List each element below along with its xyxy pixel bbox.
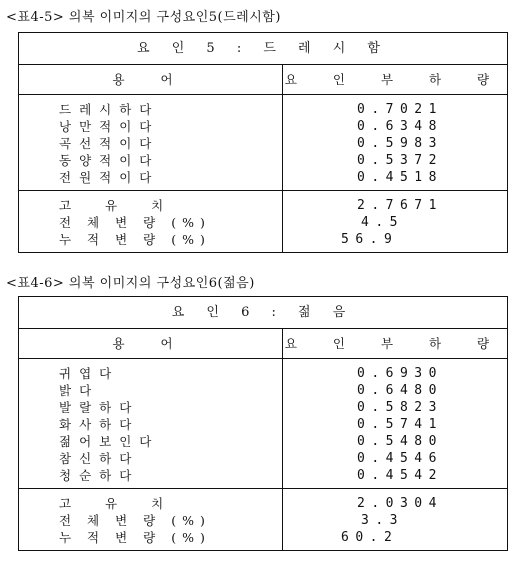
term-list bbox=[19, 95, 283, 190]
term: 화사하다 bbox=[59, 417, 140, 432]
term: 전원적이다 bbox=[59, 170, 160, 185]
summary-values bbox=[283, 190, 507, 252]
table-caption: <표4-6> 의복 이미지의 구성요인6(젊음) bbox=[6, 276, 255, 291]
loading-value: 0.4546 bbox=[357, 451, 443, 466]
loading-value: 0.4518 bbox=[357, 170, 443, 185]
table-title: 요 인 6 : 젊 음 bbox=[19, 297, 507, 329]
summary-value: 2.7671 bbox=[357, 198, 443, 213]
table-body bbox=[19, 65, 507, 252]
term: 젊어보인다 bbox=[59, 434, 160, 449]
loading-value: 0.5480 bbox=[357, 434, 443, 449]
factor-table bbox=[18, 32, 508, 253]
loading-value: 0.5741 bbox=[357, 417, 443, 432]
summary-label: 고 유 치 bbox=[59, 496, 179, 511]
summary-value: 60.2 bbox=[341, 530, 399, 545]
summary-values bbox=[283, 488, 507, 550]
table-body bbox=[19, 329, 507, 550]
term: 낭만적이다 bbox=[59, 119, 160, 134]
summary-value: 56.9 bbox=[341, 232, 399, 247]
column-header-loading: 요 인 부 하 량 bbox=[283, 329, 507, 359]
term: 청순하다 bbox=[59, 468, 140, 483]
factor-table bbox=[18, 296, 508, 551]
term-list bbox=[19, 359, 283, 488]
summary-value: 4.5 bbox=[361, 215, 404, 230]
loading-value: 0.5983 bbox=[357, 136, 443, 151]
summary-label: 전 체 변 량 (%) bbox=[59, 513, 211, 528]
term: 곡선적이다 bbox=[59, 136, 160, 151]
summary-label: 누 적 변 량 (%) bbox=[59, 530, 211, 545]
term: 드레시하다 bbox=[59, 102, 160, 117]
loading-value: 0.6480 bbox=[357, 383, 443, 398]
loading-value: 0.7021 bbox=[357, 102, 443, 117]
loading-value: 0.4542 bbox=[357, 468, 443, 483]
loading-value: 0.6348 bbox=[357, 119, 443, 134]
summary-value: 2.0304 bbox=[357, 496, 443, 511]
term: 밝다 bbox=[59, 383, 100, 398]
loading-list bbox=[283, 359, 507, 488]
summary-label: 고 유 치 bbox=[59, 198, 179, 213]
column-header-term: 용 어 bbox=[19, 329, 283, 359]
summary-labels bbox=[19, 190, 283, 252]
summary-label: 누 적 변 량 (%) bbox=[59, 232, 211, 247]
column-header-loading: 요 인 부 하 량 bbox=[283, 65, 507, 95]
column-header-term: 용 어 bbox=[19, 65, 283, 95]
term: 동양적이다 bbox=[59, 153, 160, 168]
summary-label: 전 체 변 량 (%) bbox=[59, 215, 211, 230]
summary-value: 3.3 bbox=[361, 513, 404, 528]
loading-value: 0.5823 bbox=[357, 400, 443, 415]
loading-list bbox=[283, 95, 507, 190]
term: 발랄하다 bbox=[59, 400, 140, 415]
summary-labels bbox=[19, 488, 283, 550]
term: 귀엽다 bbox=[59, 366, 120, 381]
term: 참신하다 bbox=[59, 451, 140, 466]
loading-value: 0.6930 bbox=[357, 366, 443, 381]
loading-value: 0.5372 bbox=[357, 153, 443, 168]
table-title: 요 인 5 : 드 레 시 함 bbox=[19, 33, 507, 65]
table-caption: <표4-5> 의복 이미지의 구성요인5(드레시함) bbox=[6, 10, 281, 25]
